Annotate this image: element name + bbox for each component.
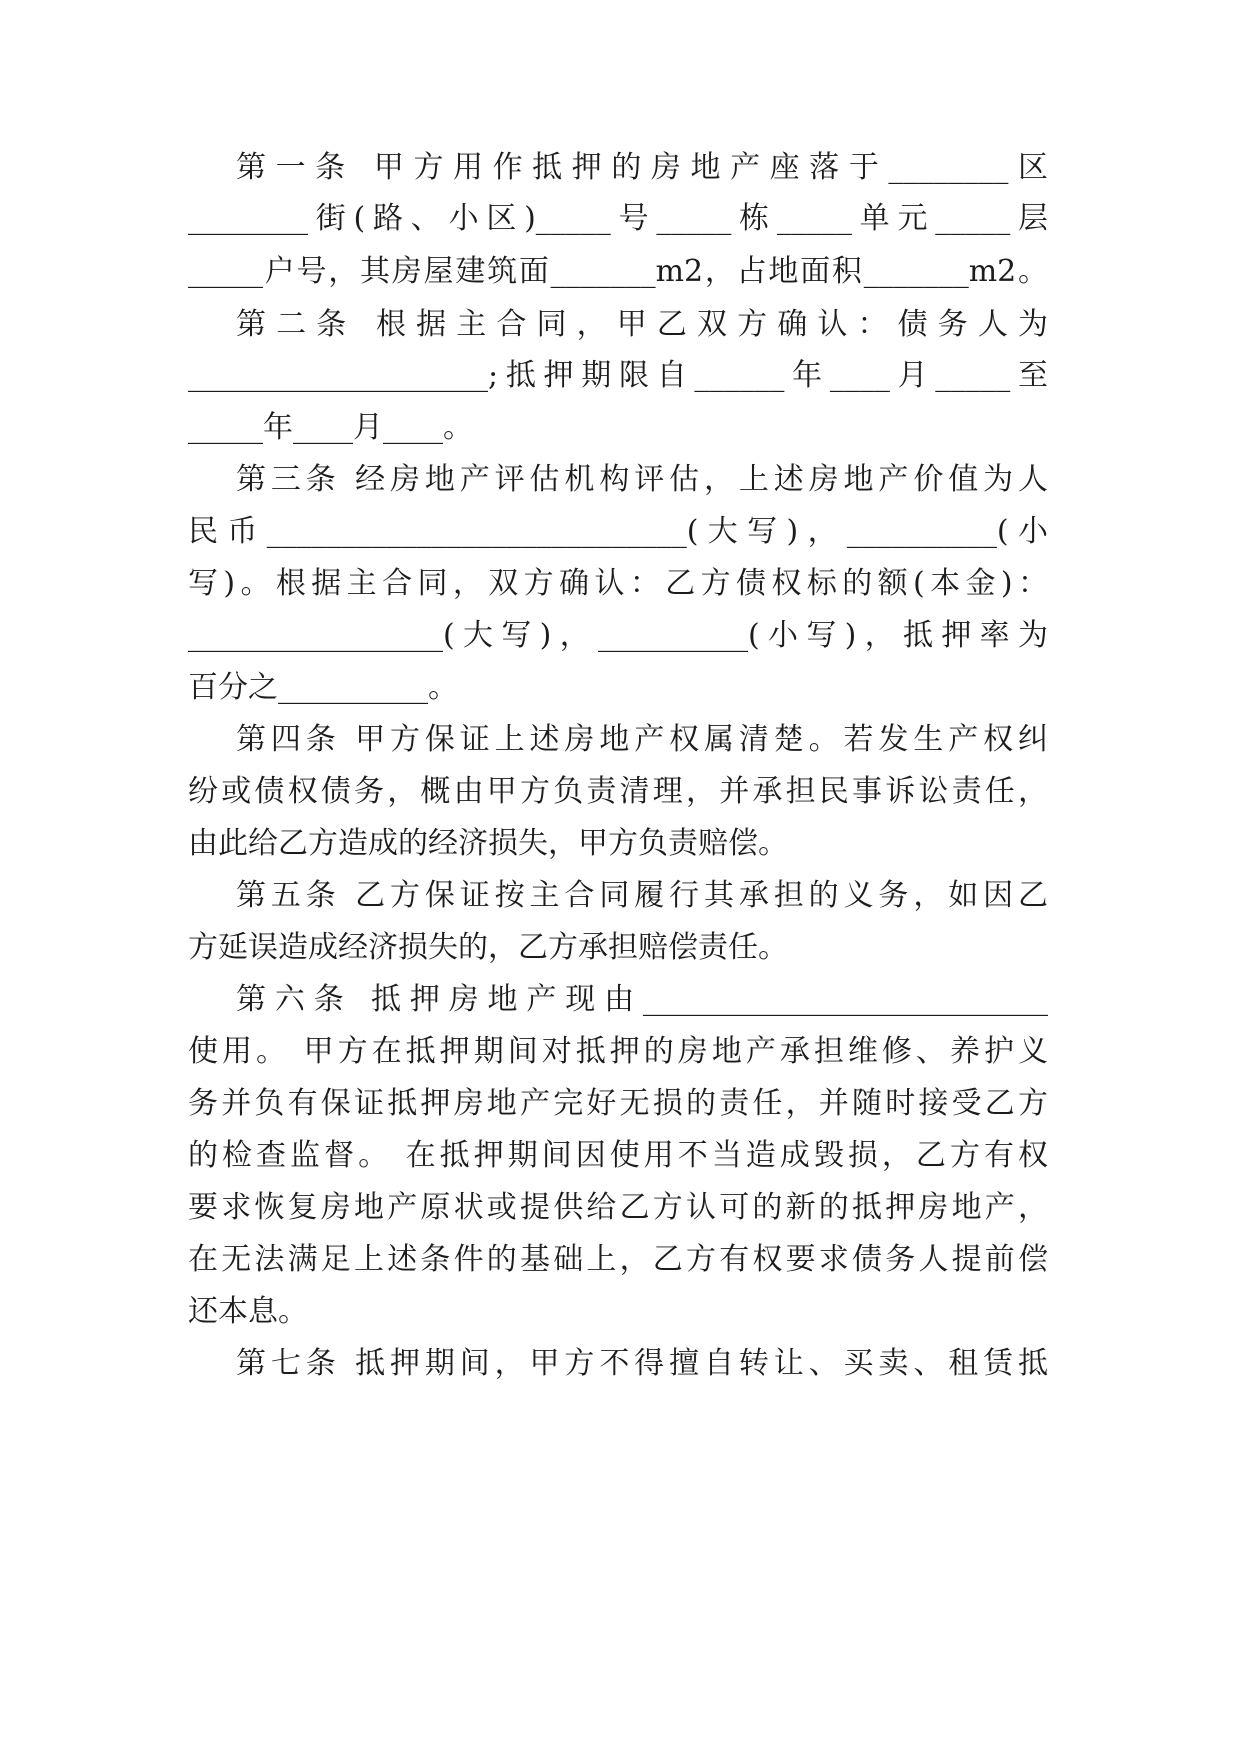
text-line: 务并负有保证抵押房地产完好无损的责任，并随时接受乙方 <box>188 1086 1048 1121</box>
text-line: 第五条 乙方保证按主合同履行其承担的义务，如因乙 <box>236 878 1048 913</box>
text-line: _________________(大写)，__________(小写)，抵押率为 <box>188 618 1048 653</box>
text-line: 在无法满足上述条件的基础上，乙方有权要求债务人提前偿 <box>188 1242 1048 1277</box>
text-line: 第七条 抵押期间，甲方不得擅自转让、买卖、租赁抵 <box>236 1346 1048 1381</box>
text-line: ________街(路、小区)_____号_____栋_____单元_____层 <box>188 201 1048 236</box>
text-line: 第三条 经房地产评估机构评估，上述房地产价值为人 <box>236 462 1048 497</box>
text-line: 第二条 根据主合同，甲乙双方确认：债务人为 <box>236 307 1048 342</box>
text-line: 要求恢复房地产原状或提供给乙方认可的新的抵押房地产， <box>188 1190 1048 1225</box>
text-line: 方延误造成经济损失的，乙方承担赔偿责任。 <box>188 930 788 965</box>
text-line: 民币____________________________(大写)，__________(小 <box>188 514 1048 549</box>
text-line: 写)。根据主合同，双方确认：乙方债权标的额(本金)： <box>188 566 1048 601</box>
text-line: 第四条 甲方保证上述房地产权属清楚。若发生产权纠 <box>236 722 1048 757</box>
text-line: 百分之__________。 <box>188 670 458 705</box>
text-line: ____________________;抵押期限自______年____月_____至 <box>188 358 1048 393</box>
text-line: 由此给乙方造成的经济损失，甲方负责赔偿。 <box>188 826 788 861</box>
text-line: 纷或债权债务，概由甲方负责清理，并承担民事诉讼责任， <box>188 774 1048 809</box>
text-line: _____年____月____。 <box>188 410 473 445</box>
text-line: 的检查监督。 在抵押期间因使用不当造成毁损，乙方有权 <box>188 1138 1048 1173</box>
text-line: _____户号，其房屋建筑面_______m2，占地面积_______m2。 <box>188 254 1048 289</box>
text-line: 使用。 甲方在抵押期间对抵押的房地产承担维修、养护义 <box>188 1034 1048 1069</box>
text-line: 还本息。 <box>188 1294 308 1329</box>
text-line: 第六条 抵押房地产现由___________________________ <box>236 982 1048 1017</box>
text-line: 第一条 甲方用作抵押的房地产座落于________区 <box>236 150 1048 185</box>
